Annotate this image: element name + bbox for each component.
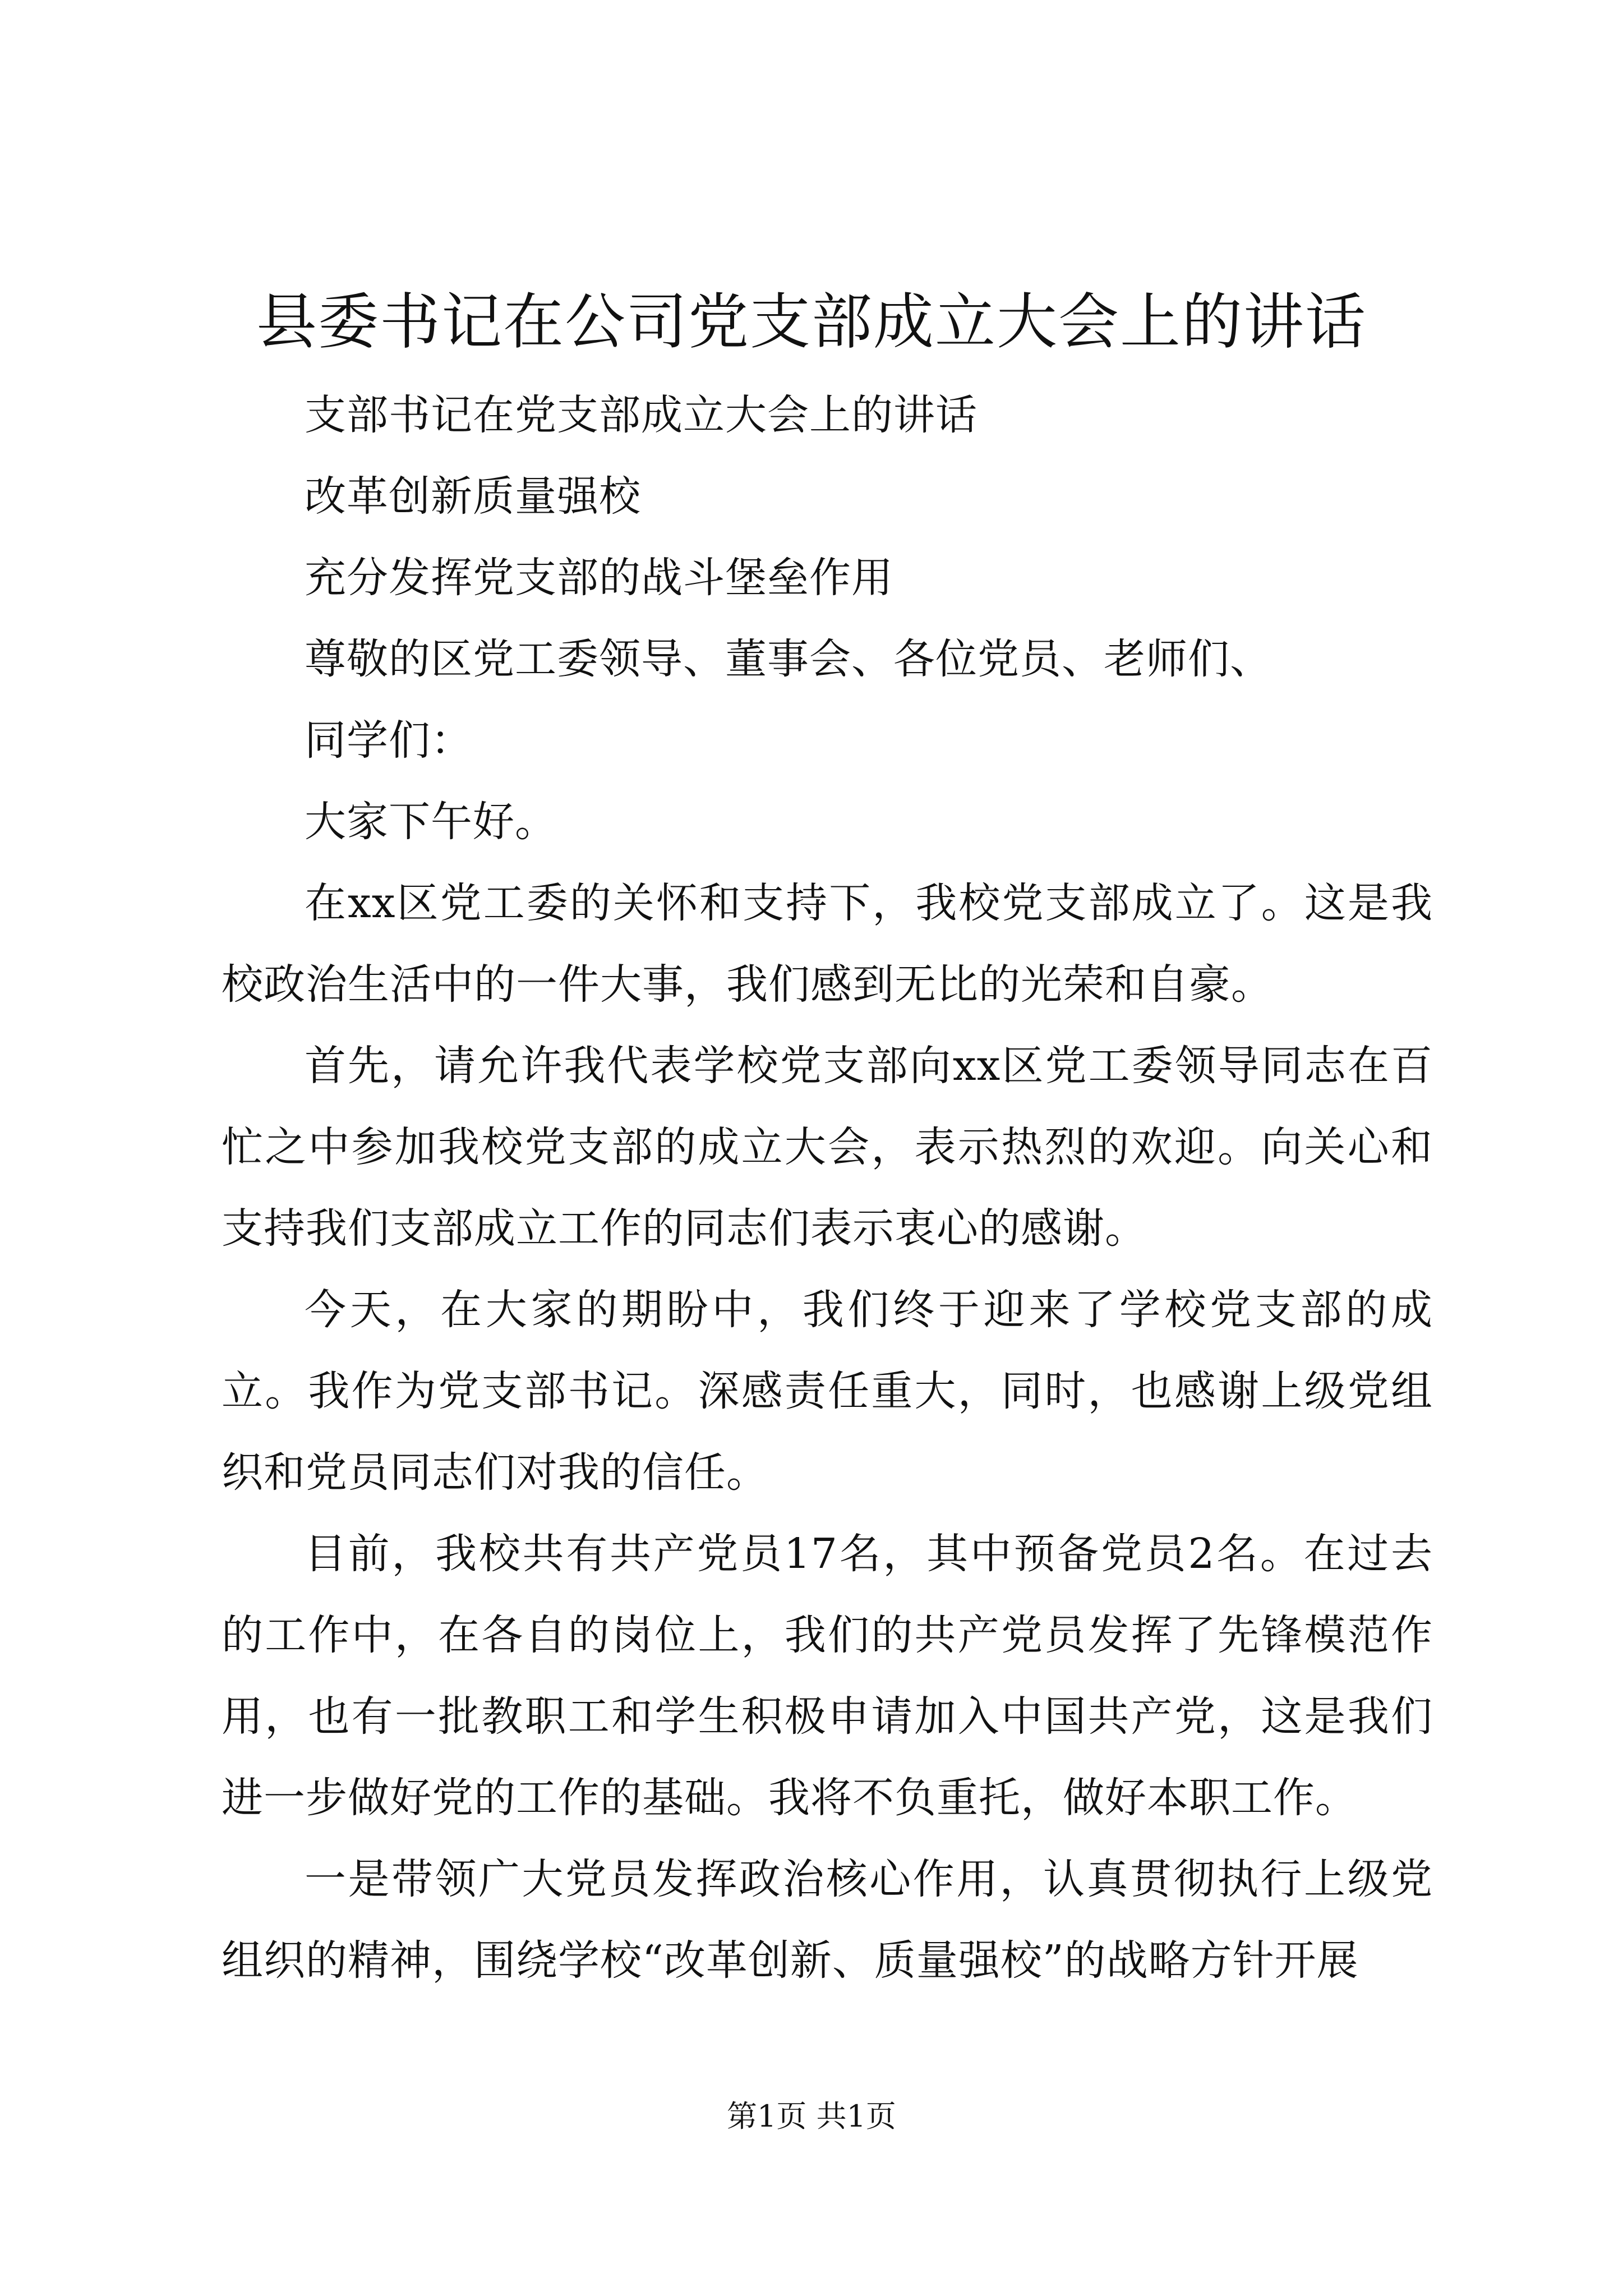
page-footer: 第1页 共1页 <box>727 2099 896 2134</box>
paragraph: 目前，我校共有共产党员17名，其中预备党员2名。在过去的工作中，在各自的岗位上，我们的共产党员发挥了先锋模范作用，也有一批教职工和学生积极申请加入中国共产党，这是我们进一步做好党的工作的基础。我将不负重托，做好本职工作。 <box>222 1530 1433 1822</box>
document-body <box>222 375 1433 2001</box>
paragraph: 今天，在大家的期盼中，我们终于迎来了学校党支部的成立。我作为党支部书记。深感责任重大，同时，也感谢上级党组织和党员同志们对我的信任。 <box>222 1286 1433 1497</box>
paragraph: 支部书记在党支部成立大会上的讲话 <box>305 391 978 439</box>
paragraph: 首先，请允许我代表学校党支部向xx区党工委领导同志在百忙之中参加我校党支部的成立大会，表示热烈的欢迎。向关心和支持我们支部成立工作的同志们表示衷心的感谢。 <box>222 1042 1433 1253</box>
document-title: 县委书记在公司党支部成立大会上的讲话 <box>256 287 1367 357</box>
paragraph: 改革创新质量强校 <box>305 472 641 521</box>
paragraph: 大家下午好。 <box>305 798 557 846</box>
paragraph: 同学们： <box>305 716 473 765</box>
paragraph: 一是带领广大党员发挥政治核心作用，认真贯彻执行上级党组织的精神，围绕学校“改革创新、质量强校”的战略方针开展 <box>222 1855 1433 1985</box>
paragraph: 充分发挥党支部的战斗堡垒作用 <box>305 554 893 602</box>
paragraph: 尊敬的区党工委领导、董事会、各位党员、老师们、 <box>305 635 1272 683</box>
paragraph: 在xx区党工委的关怀和支持下，我校党支部成立了。这是我校政治生活中的一件大事，我们感到无比的光荣和自豪。 <box>222 879 1433 1009</box>
